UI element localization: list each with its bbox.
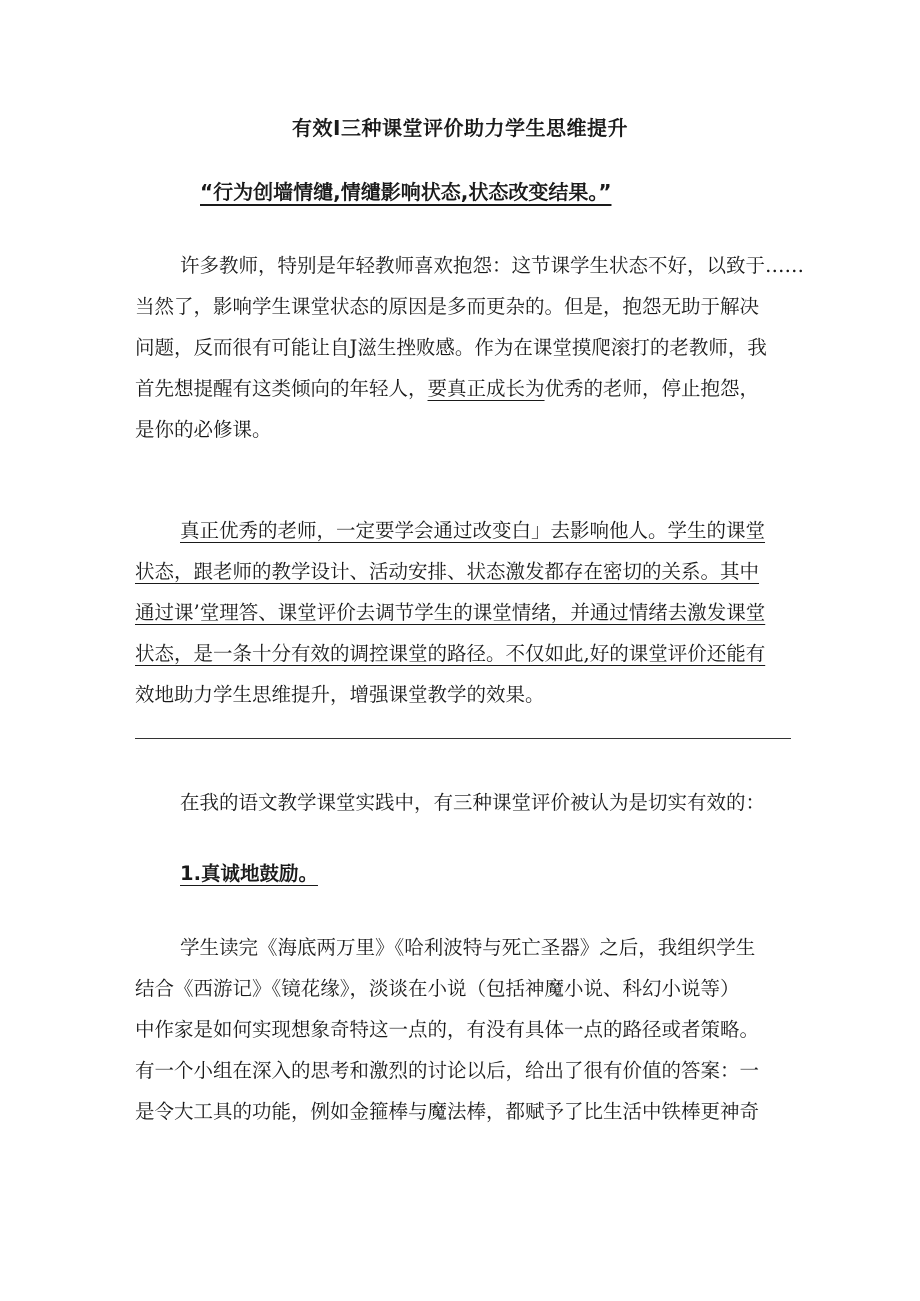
- paragraph-2-line-2: 状态，跟老师的教学设计、活动安排、状态激发都存在密切的关系。其中: [135, 560, 760, 583]
- paragraph-4-line-1: 学生读完《海底两万里》《哈利波特与死亡圣器》之后，我组织学生: [180, 936, 756, 959]
- paragraph-2-line-1: 真正优秀的老师，一定要学会通过改变白」去影响他人。学生的课堂: [180, 519, 766, 542]
- paragraph-1: [135, 245, 805, 450]
- document-title: 有效I三种课堂评价助力学生思维提升: [292, 116, 628, 140]
- paragraph-4-line-3: 中作家是如何实现想象奇特这一点的，有没有具体一点的路径或者策略。: [135, 1018, 760, 1041]
- section-heading-1: 1.真诚地鼓励。: [180, 862, 318, 885]
- paragraph-4-line-5: 是令大工具的功能，例如金箍棒与魔法棒，都赋予了比生活中铁棒更神奇: [135, 1100, 760, 1123]
- horizontal-rule: [135, 738, 791, 739]
- paragraph-2-line-5: 效地助力学生思维提升，增强课堂教学的效果。: [135, 683, 545, 706]
- paragraph-4: [135, 927, 795, 1132]
- paragraph-2: [135, 510, 795, 715]
- paragraph-1-line-4: [135, 368, 795, 409]
- paragraph-1-line-5: 是你的必修课。: [135, 418, 272, 441]
- epigraph-quote: “行为创墙情缱,情缱影响状态,状态改变结果。”: [200, 180, 612, 204]
- paragraph-1-line-4-start: 首先想提醒有这类倾向的年轻人，: [135, 377, 428, 400]
- paragraph-2-line-4: 状态，是一条十分有效的调控课堂的路径。不仅如此,好的课堂评价还能有: [135, 642, 766, 665]
- paragraph-1-line-2: 当然了，影响学生课堂状态的原因是多而更杂的。但是，抱怨无助于解决: [135, 295, 760, 318]
- paragraph-4-line-4: 有一个小组在深入的思考和激烈的讨论以后，给出了很有价值的答案：一: [135, 1059, 760, 1082]
- paragraph-4-line-2: 结合《西游记》《镜花缘》，淡谈在小说（包括神魔小说、科幻小说等）: [135, 977, 740, 1000]
- paragraph-1-line-1: 许多教师，特别是年轻教师喜欢抱怨：这节课学生状态不好，以致于……: [180, 254, 805, 277]
- paragraph-3-line-1: 在我的语文教学课堂实践中，有三种课堂评价被认为是切实有效的：: [180, 791, 766, 814]
- paragraph-2-line-3: 通过课’堂理答、课堂评价去调节学生的课堂情绪，并通过情绪去激发课堂: [135, 601, 766, 624]
- paragraph-1-line-3: 问题，反而很有可能让自J滋生挫败感。作为在课堂摸爬滚打的老教师，我: [135, 336, 767, 359]
- paragraph-1-line-4-end: 优秀的老师，停止抱怨，: [544, 377, 760, 400]
- paragraph-3: [135, 782, 795, 823]
- paragraph-1-underlined-phrase: 要真正成长为: [427, 377, 545, 400]
